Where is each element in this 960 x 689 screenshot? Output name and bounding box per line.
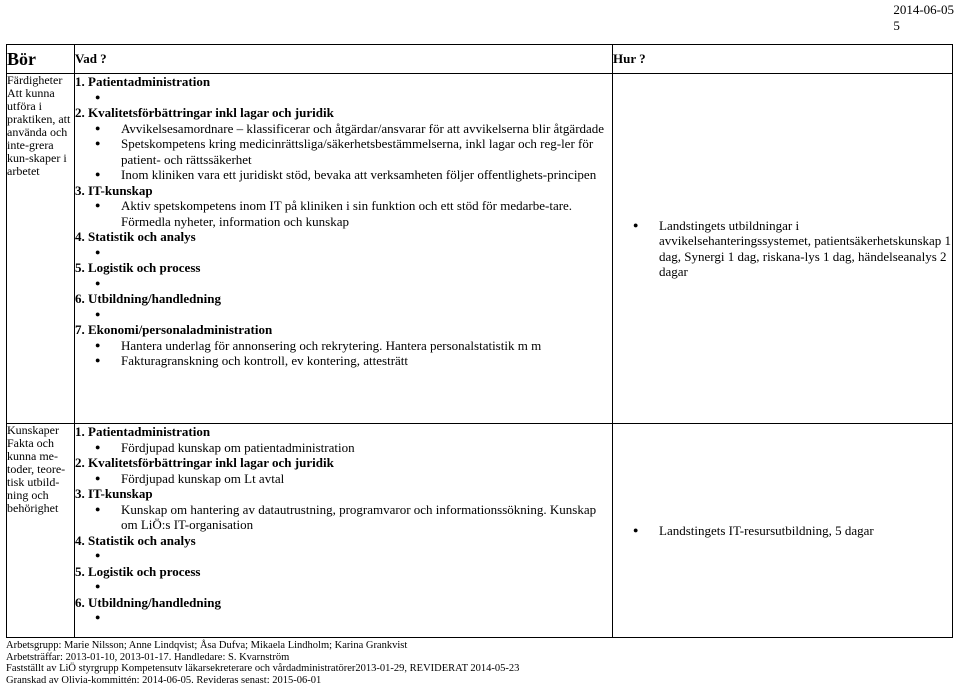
section-title: 5. Logistik och process [75, 563, 201, 579]
section-item: ● Fakturagranskning och kontroll, ev kontering, attesträtt [75, 353, 612, 369]
section-title: 1. Patientadministration [75, 74, 211, 89]
row-fardigheter [7, 74, 953, 424]
section-items [75, 471, 612, 487]
section-item [75, 579, 612, 595]
section-items [75, 579, 612, 595]
section-item: ● Avvikelsesamordnare – klassificerar och åtgärdar/ansvarar för att avvikelserna blir åtgärdade [75, 121, 612, 137]
section-items [75, 121, 612, 183]
row-label-text: Fakta och kunna me-toder, teore-tisk utbild-ning och behörighet [7, 436, 66, 515]
section-item [75, 245, 612, 261]
section-item: ● Fördjupad kunskap om patientadministration [75, 440, 612, 456]
section-items [75, 276, 612, 292]
row-kunskaper [7, 424, 953, 638]
section-items [75, 502, 612, 533]
section-title: 5. Logistik och process [75, 260, 201, 275]
section-title: 1. Patientadministration [75, 424, 211, 439]
section-items [75, 548, 612, 564]
section-title: 2. Kvalitetsförbättringar inkl lagar och juridik [75, 105, 334, 120]
footer-workgroup: Arbetsgrupp: Marie Nilsson; Anne Lindqvist; Åsa Dufva; Mikaela Lindholm; Karina Grankvist [6, 640, 408, 651]
section-title: 2. Kvalitetsförbättringar inkl lagar och juridik [75, 455, 334, 470]
hur-cell [613, 424, 953, 638]
footer-reviewed: Granskad av Olivia-kommittén: 2014-06-05. Revideras senast: 2015-06-01 [6, 674, 322, 686]
section-title: 7. Ekonomi/personaladministration [75, 322, 273, 337]
section-title: 6. Utbildning/handledning [75, 291, 221, 306]
section-item: ● Aktiv spetskompetens inom IT på kliniken i sin funktion och ett stöd för medarbe-tare. Förmedla nyheter, information och kunskap [75, 198, 612, 229]
section-items [75, 245, 612, 261]
row-label-title: Färdigheter [7, 73, 63, 87]
section-item: ● Inom kliniken vara ett juridiskt stöd, bevaka att verksamheten följer offentlighets-principen [75, 167, 612, 183]
col-header-vad: Vad ? [75, 45, 613, 74]
section-item: ● Spetskompetens kring medicinrättsliga/säkerhetsbestämmelserna, inkl lagar och reg-ler för patient- och rättssäkerhet [75, 136, 612, 167]
competence-table [6, 44, 953, 638]
page-number: 5 [893, 18, 900, 33]
section-item [75, 90, 612, 106]
section-items [75, 198, 612, 229]
section-items [75, 307, 612, 323]
header-date: 2014-06-05 [893, 2, 954, 17]
row-label-title: Kunskaper [7, 423, 59, 437]
section-title: 3. IT-kunskap [75, 486, 153, 501]
section-items [75, 338, 612, 369]
section-title: 4. Statistik och analys [75, 229, 196, 244]
col-header-hur: Hur ? [613, 45, 953, 74]
section-title: 4. Statistik och analys [75, 532, 196, 548]
section-title: 3. IT-kunskap [75, 182, 153, 198]
section-item: ● Fördjupad kunskap om Lt avtal [75, 471, 612, 487]
section-item [75, 276, 612, 292]
section-item [75, 548, 612, 564]
col-header-bor: Bör [7, 45, 75, 74]
hur-cell [613, 74, 953, 424]
page-header [893, 2, 954, 34]
header-row [7, 45, 953, 74]
footer-meetings: Arbetsträffar: 2013-01-10, 2013-01-17. Handledare: S. Kvarnström [6, 651, 290, 663]
section-items [75, 610, 612, 626]
section-item [75, 610, 612, 626]
section-item: ● Hantera underlag för annonsering och rekrytering. Hantera personalstatistik m m [75, 338, 612, 354]
section-items [75, 440, 612, 456]
row-label-text: Att kunna utföra i praktiken, att använda och inte-grera kun-skaper i arbetet [7, 86, 71, 178]
row-label [7, 74, 75, 424]
vad-cell [75, 74, 613, 424]
vad-cell [75, 424, 613, 638]
section-item [75, 307, 612, 323]
row-label [7, 424, 75, 638]
footer-approved: Fastställt av LiÖ styrgrupp Kompetensutv läkarsekreterare och vårdadministratörer2013-01-29, REVIDERAT 2014-05-23 [6, 663, 520, 674]
hur-item: ● Landstingets IT-resursutbildning, 5 dagar [613, 523, 952, 539]
section-item: ● Kunskap om hantering av datautrustning, programvaror och informationssökning. Kunskap om LiÖ:s IT-organisation [75, 502, 612, 533]
footer [6, 640, 952, 686]
section-items [75, 90, 612, 106]
section-title: 6. Utbildning/handledning [75, 594, 221, 610]
hur-item: ● Landstingets utbildningar i avvikelsehanteringssystemet, patientsäkerhetskunskap 1 dag, Synergi 1 dag, riskana-lys 1 dag, händelseanalys 2 dagar [613, 218, 952, 280]
